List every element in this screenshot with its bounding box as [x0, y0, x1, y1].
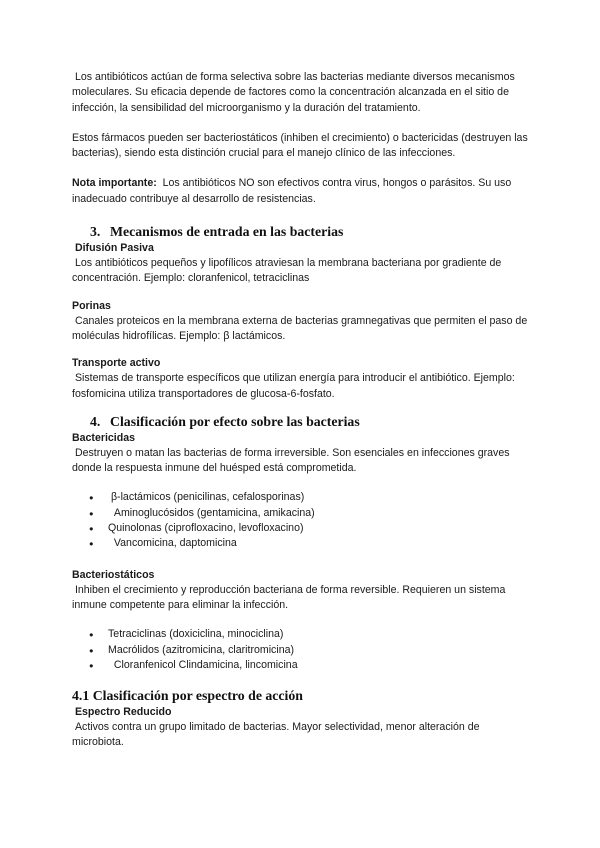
document-page [72, 70, 531, 751]
bacteriostaticos-heading: Bacteriostáticos [72, 568, 155, 581]
important-note [72, 176, 528, 207]
bactericidas-heading: Bactericidas [72, 431, 136, 444]
section-3-number: 3. [90, 224, 101, 240]
transporte-activo-heading: Transporte activo [72, 357, 161, 370]
list-item: ● Macrólidos (azitromicina, claritromicina) [72, 643, 528, 658]
porinas-heading: Porinas [72, 299, 111, 312]
bactericidas-text: Destruyen o matan las bacterias de forma irreversible. Son esenciales en infecciones graves donde la respuesta inmune del huésped está comprometida. [72, 446, 513, 475]
section-4-title: Clasificación por efecto sobre las bacterias [110, 413, 360, 429]
intro-paragraph-1: Los antibióticos actúan de forma selectiva sobre las bacterias mediante diversos mecanismos moleculares. Su eficacia depende de factores como la concentración alcanzada en el sitio de infección, la sensibilidad del microorganismo y la duración del tratamiento. [72, 71, 518, 114]
intro-paragraph-2: Estos fármacos pueden ser bacteriostáticos (inhiben el crecimiento) o bactericidas (destruyen las bacterias), siendo esta distinción crucial para el manejo clínico de las infecciones. [72, 131, 528, 160]
porinas-text: Canales proteicos en la membrana externa de bacterias gramnegativas que permiten el paso de moléculas hidrofílicas. Ejemplo: β lactámicos. [72, 314, 531, 342]
list-item: ● β-lactámicos (penicilinas, cefalosporinas) [72, 490, 528, 505]
list-item: ● Tetraciclinas (doxiciclina, minociclina) [72, 627, 528, 642]
section-3-heading [72, 223, 528, 241]
bacteriostaticos-list [72, 627, 528, 673]
list-item: ● Quinolonas (ciprofloxacino, levofloxacino) [72, 521, 528, 536]
transporte-activo-text: Sistemas de transporte específicos que utilizan energía para introducir el antibiótico. Ejemplo: fosfomicina utiliza transportadores de glucosa-6-fosfato. [72, 372, 518, 400]
bactericidas-list [72, 490, 528, 551]
espectro-reducido-heading: Espectro Reducido [72, 706, 172, 719]
list-item: ● Aminoglucósidos (gentamicina, amikacina) [72, 506, 528, 521]
important-note-label: Nota importante: [72, 177, 157, 190]
bacteriostaticos-text: Inhiben el crecimiento y reproducción bacteriana de forma reversible. Requieren un sistema inmune competente para eliminar la infección. [72, 583, 509, 611]
list-item: ● Cloranfenicol Clindamicina, lincomicina [72, 658, 528, 673]
espectro-reducido-text: Activos contra un grupo limitado de bacterias. Mayor selectividad, menor alteración de microbiota. [72, 721, 483, 749]
list-item: ● Vancomicina, daptomicina [72, 536, 528, 551]
important-note-text: Los antibióticos NO son efectivos contra virus, hongos o parásitos. Su uso inadecuado contribuye al desarrollo de resistencias. [72, 177, 515, 205]
section-4-heading [72, 413, 528, 431]
difusion-pasiva-heading: Difusión Pasiva [72, 242, 154, 255]
section-3-title: Mecanismos de entrada en las bacterias [110, 224, 344, 240]
section-4-number: 4. [90, 413, 101, 429]
difusion-pasiva-text: Los antibióticos pequeños y lipofílicos atraviesan la membrana bacteriana por gradiente de concentración. Ejemplo: cloranfenicol, tetraciclinas [72, 257, 505, 285]
section-4-1-heading: 4.1 Clasificación por espectro de acción [72, 688, 303, 704]
